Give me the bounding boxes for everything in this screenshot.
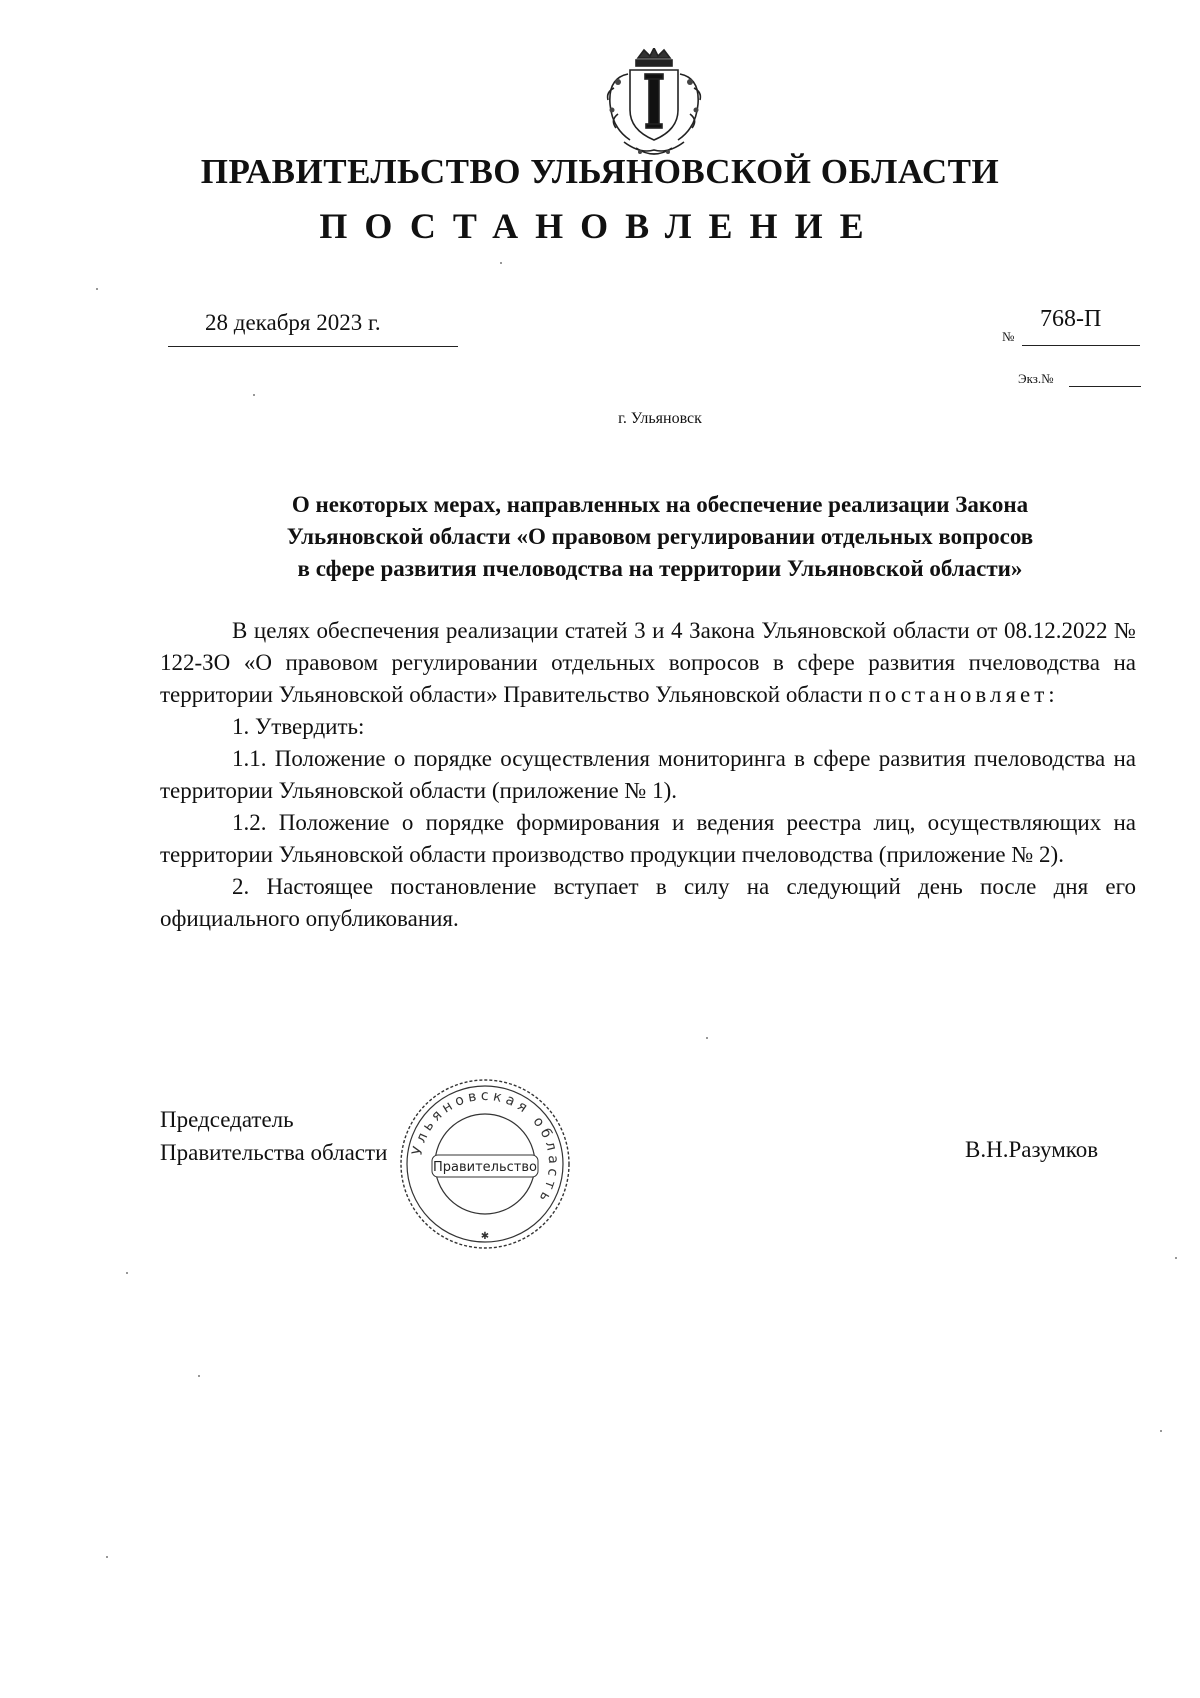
- scan-speck: [96, 288, 98, 290]
- decree-word: постановляет: [868, 682, 1049, 707]
- item-paragraph: 1.2. Положение о порядке формирования и ведения реестра лиц, осуществляющих на территории Ульяновской области производство продукции пчеловодства (приложение № 2).: [160, 810, 1136, 867]
- scan-speck: [106, 1556, 108, 1558]
- document-date: 28 декабря 2023 г.: [205, 310, 381, 335]
- preamble-paragraph: [160, 615, 1136, 711]
- signatory-position: [160, 1103, 387, 1169]
- number-sign: №: [1002, 329, 1015, 344]
- subject-line: в сфере развития пчеловодства на территории Ульяновской области»: [297, 556, 1023, 581]
- copy-number-label: Экз.№: [1018, 371, 1054, 386]
- subject-line: О некоторых мерах, направленных на обеспечение реализации Закона: [291, 492, 1029, 517]
- date-underline: [168, 346, 458, 347]
- scan-speck: [1160, 1430, 1162, 1432]
- document-type-title: ПОСТАНОВЛЕНИЕ: [319, 206, 881, 246]
- seal-center-text: Правительство: [433, 1160, 537, 1175]
- document-number: 768-П: [1040, 306, 1102, 332]
- seal-ring-text: Ульяновская область: [409, 1087, 562, 1208]
- scan-speck: [253, 394, 255, 396]
- document-body: [160, 615, 1136, 935]
- scan-speck: [500, 262, 502, 264]
- item-paragraph: 2. Настоящее постановление вступает в силу на следующий день после дня его официального опубликования.: [160, 874, 1136, 931]
- scan-speck: [706, 1037, 708, 1039]
- signatory-position-line: Правительства области: [160, 1140, 388, 1165]
- signatory-position-line: Председатель: [160, 1107, 294, 1132]
- decree-colon: :: [1048, 682, 1055, 707]
- scan-speck: [198, 1375, 200, 1377]
- scan-speck: [1175, 1257, 1177, 1259]
- coat-of-arms-emblem: [600, 48, 708, 160]
- preamble-text: В целях обеспечения реализации статей 3 и 4 Закона Ульяновской области от 08.12.2022 № 122-ЗО «О правовом регулировании отдельных вопросов в сфере развития пчеловодства на территории Ульяновской области» Правительство Ульяновской области: [160, 618, 1136, 707]
- subject-line: Ульяновской области «О правовом регулировании отдельных вопросов: [286, 524, 1034, 549]
- copy-number-underline: [1069, 386, 1141, 387]
- number-underline: [1022, 345, 1140, 346]
- city-label: г. Ульяновск: [618, 410, 702, 427]
- svg-text:✱: ✱: [480, 1231, 490, 1242]
- item-paragraph: 1.1. Положение о порядке осуществления мониторинга в сфере развития пчеловодства на территории Ульяновской области (приложение № 1).: [160, 746, 1136, 803]
- scan-speck: [126, 1272, 128, 1274]
- official-seal-stamp: [398, 1077, 572, 1251]
- organization-title: ПРАВИТЕЛЬСТВО УЛЬЯНОВСКОЙ ОБЛАСТИ: [200, 152, 1000, 191]
- signatory-name: В.Н.Разумков: [965, 1137, 1099, 1162]
- item-paragraph: 1. Утвердить:: [232, 714, 365, 739]
- document-subject: [160, 489, 1160, 585]
